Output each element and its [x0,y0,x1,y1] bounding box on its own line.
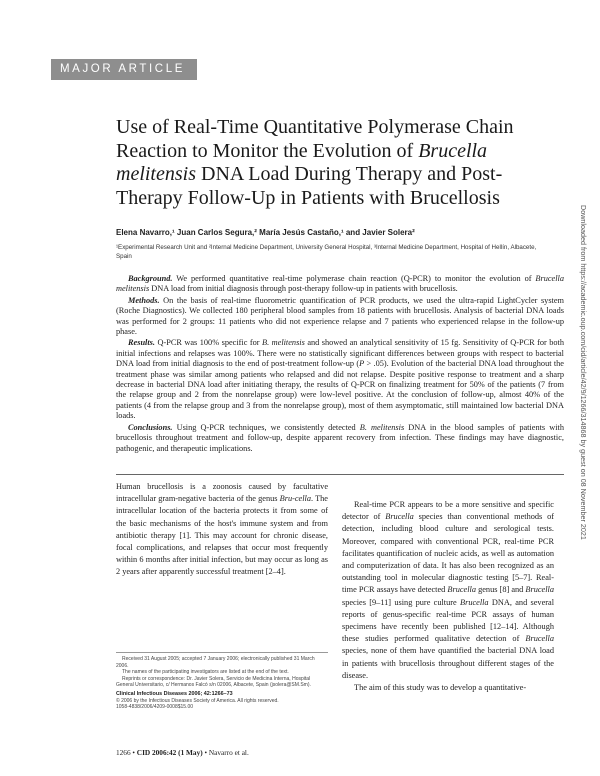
page-footer: 1266 • CID 2006:42 (1 May) • Navarro et al. [116,748,249,757]
intro-genus: Bru-cella [279,494,311,504]
footnote-divider [116,652,328,653]
pcr-text-b: species than conventional methods of detection, including blood culture and serological tests. Moreover, compared with conventional PCR, real-time PCR facilitates quantification of nucleic acids, as well as automation and computerization of data. It has also been recognized as an outstanding tool in molecular diagnostic testing [5–7]. Real-time PCR assays have detected [342,512,554,595]
article-title [116,116,556,210]
issn-note: 1058-4838/2006/4209-0008$15.00 [116,704,194,711]
aim-paragraph: The aim of this study was to develop a quantitative- [354,683,527,693]
download-watermark: Downloaded from https://academic.oup.com/cid/article/42/9/1266/314868 by guest on 08 November 2021 [579,205,588,540]
received-note: Received 31 August 2005; accepted 7 January 2006; electronically published 31 March 2006. [116,656,315,669]
abstract [116,274,564,455]
abstract-divider [116,474,564,475]
pcr-genus-2: Brucella [447,585,476,595]
intro-paragraph [116,481,328,579]
abstract-conclusions [116,423,564,454]
title-species: Brucella melitensis [116,139,488,185]
pcr-genus-3: Brucella [525,585,554,595]
conclusions-text-end: DNA in the blood samples of patients with brucellosis throughout treatment and follow-up, despite apparent recovery from infection. These findings may have diagnostic, pathogenic, and therapeutic implications. [116,422,564,453]
pcr-genus-1: Brucella [385,512,414,522]
methods-label: Methods. [128,295,160,305]
footer-journal: CID 2006:42 (1 May) [136,748,203,757]
author-list: Elena Navarro,¹ Juan Carlos Segura,² María Jesús Castaño,¹ and Javier Solera² [116,228,415,237]
title-part-1: Use of Real-Time Quantitative Polymerase Chain Reaction to Monitor the Evolution of [116,116,514,162]
investigators-note: The names of the participating investigators are listed at the end of the text. [122,669,289,676]
abstract-methods [116,296,564,338]
page-number: 1266 [116,748,131,757]
background-text: We performed quantitative real-time polymerase chain reaction (Q-PCR) to monitor the evolution of [176,274,536,283]
article-notes [116,656,328,711]
conclusions-species: B. melitensis [359,422,405,432]
intro-text-end: . The intracellular location of the bacteria protects it from some of the basic mechanisms of the host's immune system and from antibiotic therapy [1]. This may account for chronic disease, focal complications, and relapses that occur most frequently within 6 months after initial infection, but may occur as long as 2 years after apparently successful treatment [2–4]. [116,494,328,577]
pcr-text-d: species [9–11] using pure culture [342,597,461,607]
copyright-note: © 2006 by the Infectious Diseases Society of America. All rights reserved. [116,697,279,704]
journal-citation: Clinical Infectious Diseases 2006; 42:1266–73 [116,690,233,697]
pcr-genus-5: Brucella [525,634,554,644]
correspondence-note: Reprints or correspondence: Dr. Javier Solera, Servicio de Medicina Interna, Hospital General Universitario, c/ Hermanos Falcó s/n 02006, Albacete, Spain (jsolera@SM.Sm). [116,675,311,689]
background-label: Background. [128,274,173,283]
conclusions-label: Conclusions. [128,422,173,432]
pcr-genus-4: Brucella [460,597,489,607]
results-text: Q-PCR was 100% specific for [157,338,263,348]
pcr-paragraph [342,499,554,682]
intro-text: Human brucellosis is a zoonosis caused by facultative intracellular gram-negative bacteria of the genus [116,482,328,504]
methods-text: On the basis of real-time fluorometric quantification of PCR products, we used the ultra-rapid LightCycler system (Roche Diagnostics). We collected 180 peripheral blood samples from 18 patients with brucellosis. Analysis of bacterial DNA loads was performed for 2 groups: 11 patients who did not experience relapse and 7 patients who experienced relapse in the follow-up phase. [116,295,564,337]
pcr-text-c: genus [8] and [476,585,526,595]
body-column-left [116,481,328,579]
results-text-end: > .05). Evolution of the bacterial DNA load throughout the treatment phase was similar among patients who relapsed and did not relapse. Despite positive response to treatment and a sharp decrease in bacterial DNA load after initiating therapy, the results of Q-PCR on finalizing treatment for 50% of the patients (7 from the relapse group and 2 from the nonrelapse group) were low-level positive. At the conclusion of follow-up, almost 40% of the patients (4 from the relapse group and 3 from the nonrelapse group), most of them asymptomatic, still maintained low bacterial DNA loads. [116,359,564,421]
body-column-right [342,499,554,694]
pcr-text-e: DNA, and several reports of genus-specific real-time PCR assays of human specimens have recently been published [12–14]. Although these studies performed qualitative detection of [342,597,555,644]
title-part-2: DNA Load During Therapy and Post-Therapy Follow-Up in Patients with Brucellosis [116,163,503,209]
affiliations: ¹Experimental Research Unit and ²Internal Medicine Department, University General Hospital, ³Internal Medicine Department, Hospital of Hellín, Albacete, Spain [116,244,537,260]
background-text-end: DNA load from initial diagnosis through post-therapy follow-up in patients with brucellosis. [149,284,458,294]
results-p-value: P [359,359,365,369]
abstract-results [116,338,564,421]
results-species: B. melitensis [262,338,305,348]
article-type-banner: MAJOR ARTICLE [51,59,197,80]
background-species: Brucella melitensis [116,274,564,294]
conclusions-text: Using Q-PCR techniques, we consistently detected [176,422,360,432]
pcr-text-f: species, none of them have quantified the bacterial DNA load in patients with brucellosis throughout different stages of the disease. [342,646,554,680]
results-label: Results. [128,338,155,348]
abstract-background [116,274,564,295]
footer-authors: Navarro et al. [208,748,249,757]
results-text-mid: and showed an analytical sensitivity of 15 fg. Sensitivity of Q-PCR for both initial infections and relapses was 100%. There were no statistically significant differences between groups with respect to bacterial DNA load from initial diagnosis to the end of post-treatment follow-up ( [116,338,565,369]
pcr-text-a: Real-time PCR appears to be a more sensitive and specific detector of [342,500,554,522]
